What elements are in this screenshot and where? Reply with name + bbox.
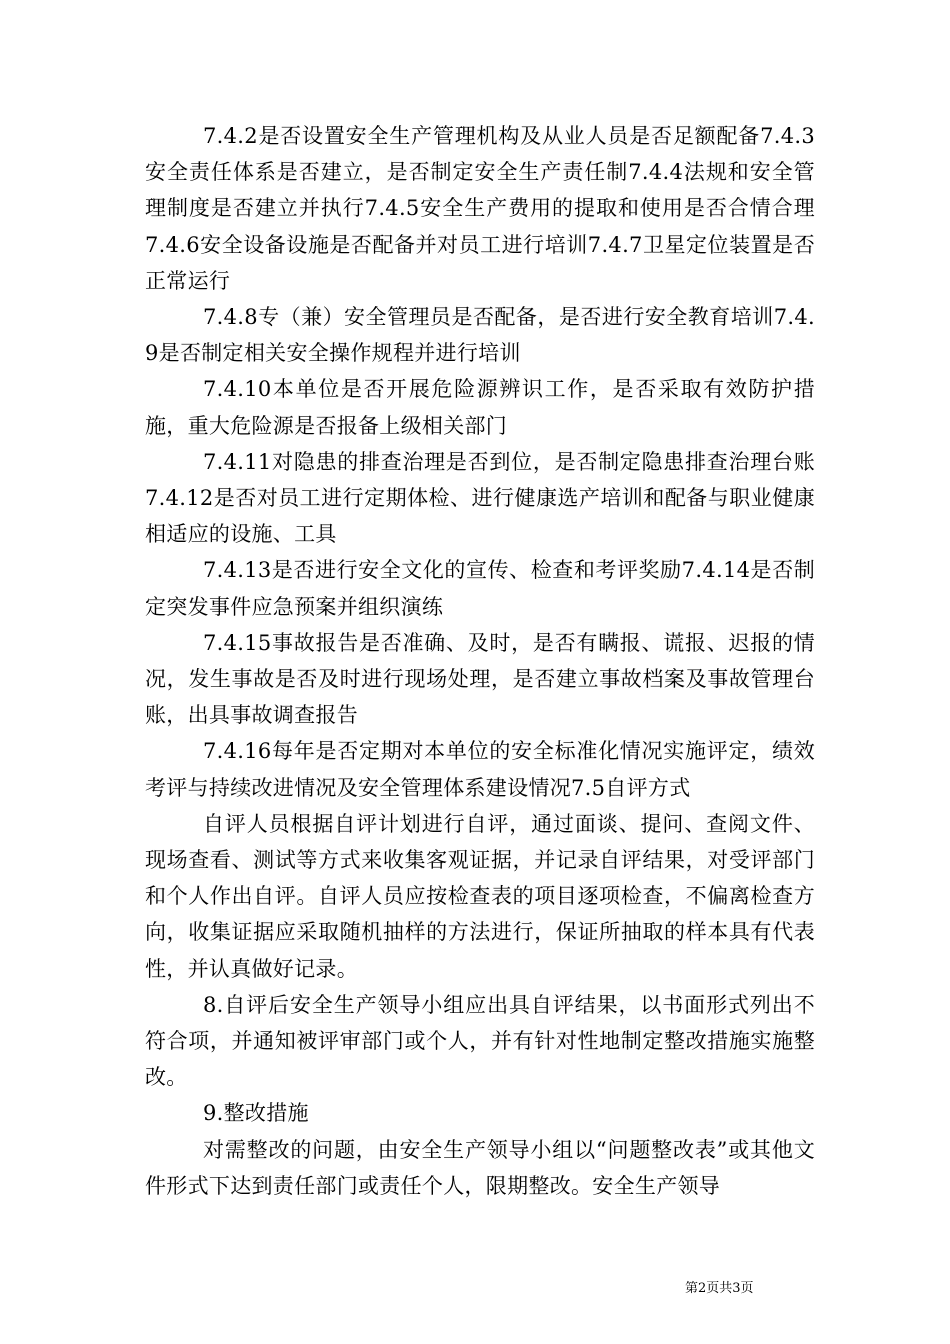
paragraph-7-4-16: 7.4.16每年是否定期对本单位的安全标准化情况实施评定，绩效考评与持续改进情况及安全管理体系建设情况7.5自评方式 — [145, 739, 815, 800]
paragraph-rectification: 对需整改的问题，由安全生产领导小组以“问题整改表”或其他文件形式下达到责任部门或责任个人，限期整改。安全生产领导 — [145, 1137, 815, 1198]
paragraph-7-4-8: 7.4.8专（兼）安全管理员是否配备，是否进行安全教育培训7.4.9是否制定相关安全操作规程并进行培训 — [145, 305, 815, 366]
paragraph-9-heading: 9.整改措施 — [203, 1101, 309, 1126]
paragraph-7-4-15: 7.4.15事故报告是否准确、及时，是否有瞒报、谎报、迟报的情况，发生事故是否及时进行现场处理，是否建立事故档案及事故管理台账，出具事故调查报告 — [145, 630, 815, 728]
paragraph-7-4-11: 7.4.11对隐患的排查治理是否到位，是否制定隐患排查治理台账7.4.12是否对员工进行定期体检、进行健康选产培训和配备与职业健康相适应的设施、工具 — [145, 449, 815, 547]
paragraph-self-evaluation-method: 自评人员根据自评计划进行自评，通过面谈、提问、查阅文件、现场查看、测试等方式来收集客观证据，并记录自评结果，对受评部门和个人作出自评。自评人员应按检查表的项目逐项检查，不偏离检查方向，收集证据应采取随机抽样的方法进行，保证所抽取的样本具有代表性，并认真做好记录。 — [145, 811, 815, 981]
document-body — [145, 118, 815, 1204]
paragraph-7-4-10: 7.4.10本单位是否开展危险源辨识工作，是否采取有效防护措施，重大危险源是否报备上级相关部门 — [145, 377, 815, 438]
paragraph-7-4-2: 7.4.2是否设置安全生产管理机构及从业人员是否足额配备7.4.3安全责任体系是否建立，是否制定安全生产责任制7.4.4法规和安全管理制度是否建立并执行7.4.5安全生产费用的提取和使用是否合情合理7.4.6安全设备设施是否配备并对员工进行培训7.4.7卫星定位装置是否正常运行 — [145, 124, 815, 293]
paragraph-8: 8.自评后安全生产领导小组应出具自评结果，以书面形式列出不符合项，并通知被评审部门或个人，并有针对性地制定整改措施实施整改。 — [145, 992, 815, 1090]
paragraph-7-4-13: 7.4.13是否进行安全文化的宣传、检查和考评奖励7.4.14是否制定突发事件应急预案并组织演练 — [145, 558, 815, 619]
page-number-footer: 第2页共3页 — [685, 1281, 754, 1296]
